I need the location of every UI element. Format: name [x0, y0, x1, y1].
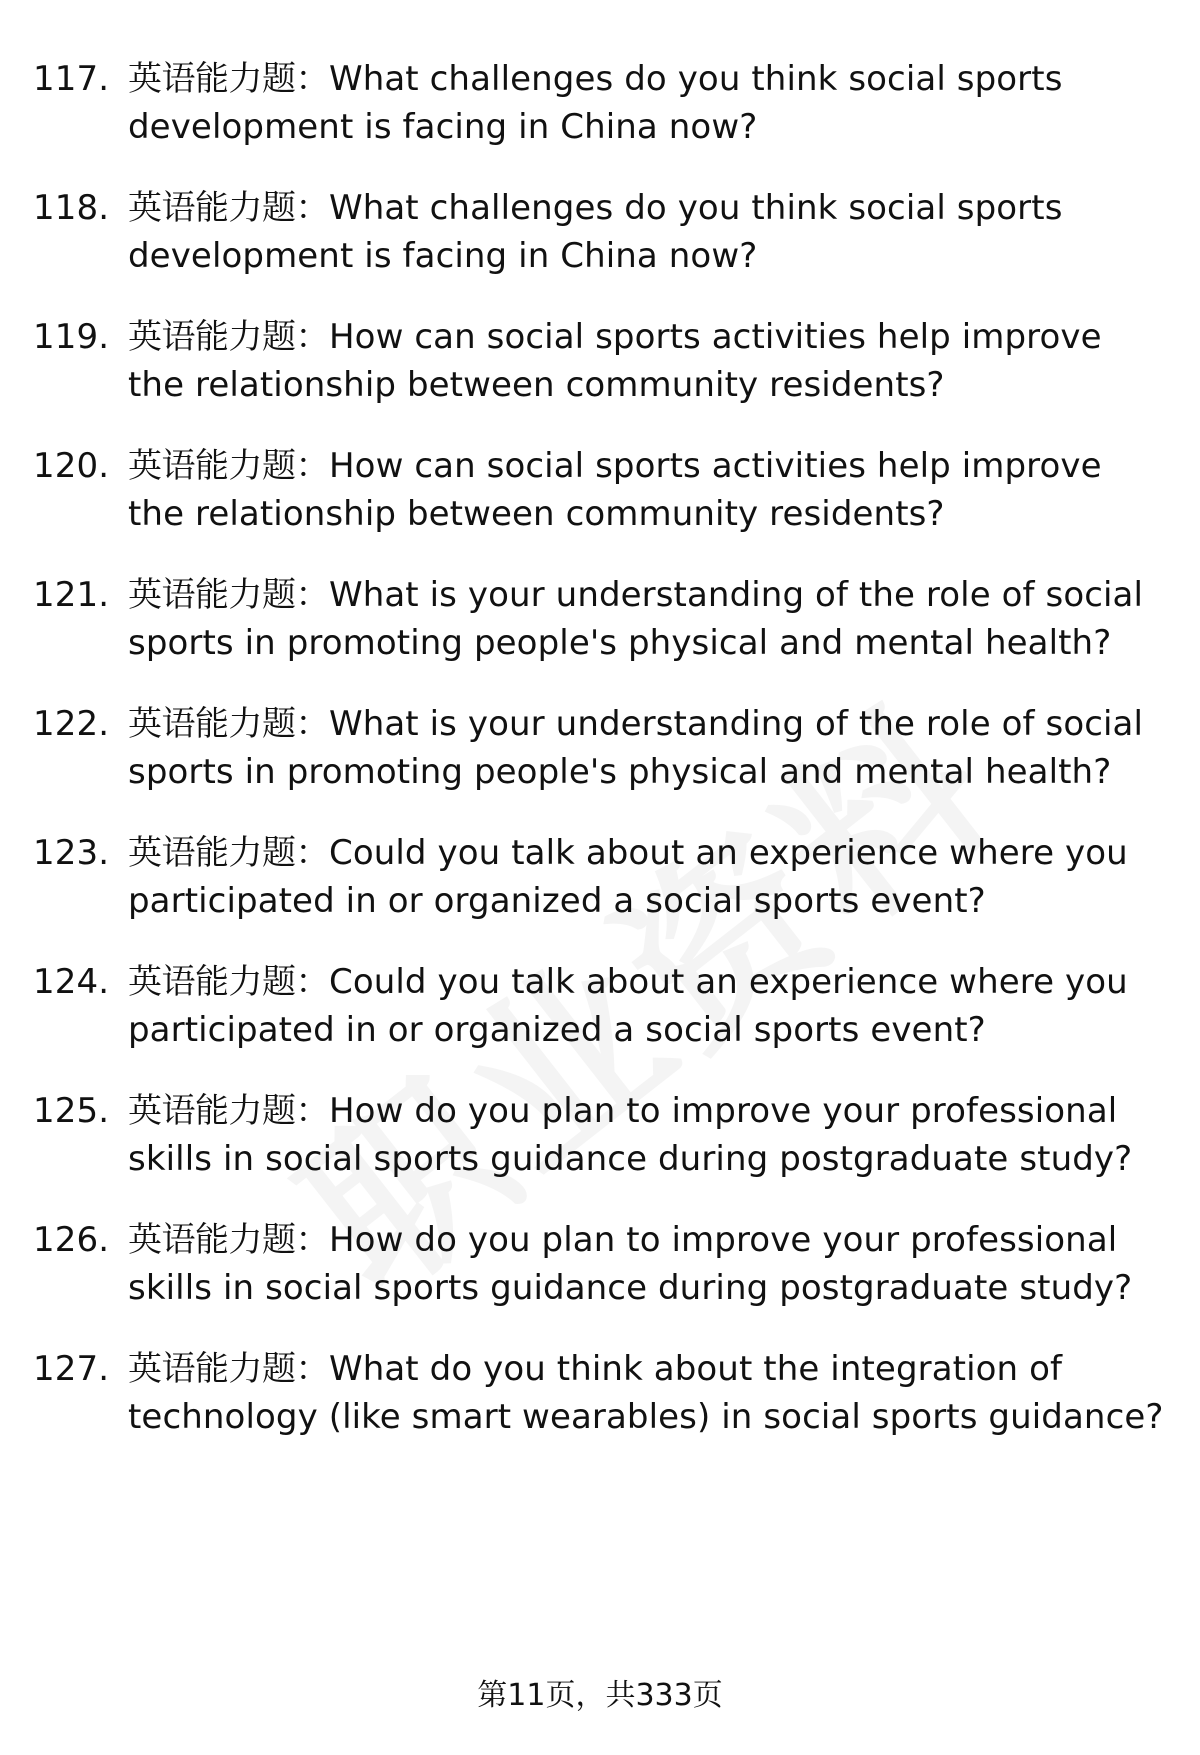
- question-text: What do you think about the integration of technology (like smart wearables) in social sports guidance?: [128, 1349, 1164, 1437]
- question-item: [0, 829, 1200, 925]
- question-number: 120.: [33, 446, 110, 486]
- question-item: [0, 184, 1200, 280]
- question-category: 英语能力题：: [128, 188, 329, 228]
- page-indicator: 第11页，共333页: [477, 1678, 723, 1713]
- question-text: Could you talk about an experience where you participated in or organized a social sports event?: [128, 833, 1128, 921]
- question-category: 英语能力题：: [128, 704, 329, 744]
- question-text: What is your understanding of the role of social sports in promoting people's physical and mental health?: [128, 575, 1144, 663]
- question-category: 英语能力题：: [128, 962, 329, 1002]
- question-number: 126.: [33, 1220, 110, 1260]
- question-number: 127.: [33, 1349, 110, 1389]
- question-category: 英语能力题：: [128, 833, 329, 873]
- question-item: [0, 1087, 1200, 1183]
- question-text: How can social sports activities help improve the relationship between community residents?: [128, 446, 1102, 534]
- question-number: 124.: [33, 962, 110, 1002]
- page-footer: [0, 1676, 1200, 1716]
- question-category: 英语能力题：: [128, 1220, 329, 1260]
- question-number: 125.: [33, 1091, 110, 1131]
- question-category: 英语能力题：: [128, 1349, 329, 1389]
- question-category: 英语能力题：: [128, 317, 329, 357]
- question-number: 118.: [33, 188, 110, 228]
- question-text: How can social sports activities help improve the relationship between community residents?: [128, 317, 1102, 405]
- question-item: [0, 313, 1200, 409]
- question-text: How do you plan to improve your professional skills in social sports guidance during postgraduate study?: [128, 1091, 1133, 1179]
- question-text: What is your understanding of the role of social sports in promoting people's physical and mental health?: [128, 704, 1144, 792]
- question-text: What challenges do you think social sports development is facing in China now?: [128, 59, 1063, 147]
- question-item: [0, 1216, 1200, 1312]
- question-item: [0, 1345, 1200, 1441]
- question-list: [0, 55, 1200, 1474]
- question-number: 123.: [33, 833, 110, 873]
- question-text: How do you plan to improve your professional skills in social sports guidance during postgraduate study?: [128, 1220, 1133, 1308]
- question-text: Could you talk about an experience where you participated in or organized a social sports event?: [128, 962, 1128, 1050]
- question-number: 122.: [33, 704, 110, 744]
- question-category: 英语能力题：: [128, 446, 329, 486]
- question-item: [0, 442, 1200, 538]
- question-item: [0, 571, 1200, 667]
- question-number: 121.: [33, 575, 110, 615]
- question-number: 119.: [33, 317, 110, 357]
- question-item: [0, 55, 1200, 151]
- question-item: [0, 958, 1200, 1054]
- question-category: 英语能力题：: [128, 1091, 329, 1131]
- question-category: 英语能力题：: [128, 575, 329, 615]
- question-number: 117.: [33, 59, 110, 99]
- question-category: 英语能力题：: [128, 59, 329, 99]
- question-item: [0, 700, 1200, 796]
- question-text: What challenges do you think social sports development is facing in China now?: [128, 188, 1063, 276]
